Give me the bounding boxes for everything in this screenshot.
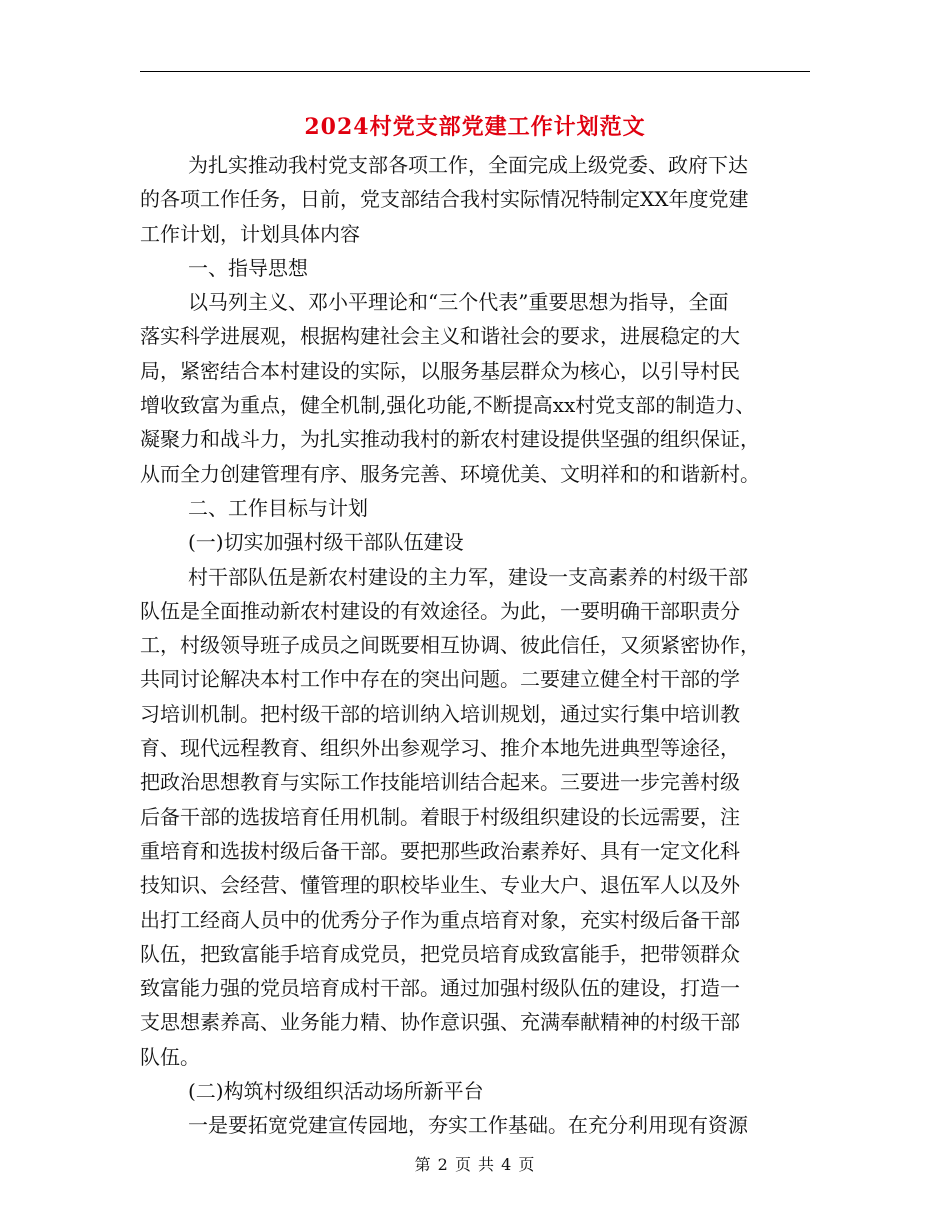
paragraph-line: 凝聚力和战斗力，为扎实推动我村的新农村建设提供坚强的组织保证， [140,427,760,452]
paragraph-first-line: 为扎实推动我村党支部各项工作，全面完成上级党委、政府下达 [188,153,748,177]
paragraph-line: 队伍。 [140,1044,200,1069]
paragraph-first-line: (一)切实加强村级干部队伍建设 [188,530,464,555]
paragraph-first-line: (二)构筑村级组织活动场所新平台 [188,1079,484,1104]
paragraph-line: 队伍是全面推动新农村建设的有效途径。为此，一要明确干部职责分 [140,598,740,623]
paragraph-first-line: 一是要拓宽党建宣传园地，夯实工作基础。在充分利用现有资源 [188,1113,748,1138]
paragraph-line: 从而全力创建管理有序、服务完善、环境优美、文明祥和的和谐新村。 [140,461,760,486]
paragraph-line: 落实科学进展观，根据构建社会主义和谐社会的要求，进展稳定的大 [140,324,740,349]
paragraph-line: 增收致富为重点，健全机制,强化功能,不断提高xx村党支部的制造力、 [140,393,756,418]
paragraph-line: 出打工经商人员中的优秀分子作为重点培育对象，充实村级后备干部 [140,907,740,932]
paragraph-line: 技知识、会经营、懂管理的职校毕业生、专业大户、退伍军人以及外 [140,873,740,898]
paragraph-first-line: 以马列主义、邓小平理论和“三个代表”重要思想为指导，全面 [188,290,729,315]
document-title: 2024村党支部党建工作计划范文 [304,114,646,140]
page-number-footer: 第 2 页 共 4 页 [414,1155,536,1174]
paragraph-line: 工作计划，计划具体内容 [140,221,360,246]
paragraph-line: 局，紧密结合本村建设的实际，以服务基层群众为核心，以引导村民 [140,358,740,383]
paragraph-line: 工，村级领导班子成员之间既要相互协调、彼此信任，又须紧密协作， [140,633,760,658]
paragraph-line: 支思想素养高、业务能力精、协作意识强、充满奉献精神的村级干部 [140,1010,740,1035]
paragraph-line: 共同讨论解决本村工作中存在的突出问题。二要建立健全村干部的学 [140,667,740,692]
paragraph-first-line: 村干部队伍是新农村建设的主力军，建设一支高素养的村级干部 [188,564,748,589]
paragraph-line: 重培育和选拔村级后备干部。要把那些政治素养好、具有一定文化科 [140,838,740,863]
paragraph-line: 致富能力强的党员培育成村干部。通过加强村级队伍的建设，打造一 [140,976,740,1001]
paragraph-line: 育、现代远程教育、组织外出参观学习、推介本地先进典型等途径， [140,736,740,761]
paragraph-first-line: 二、工作目标与计划 [188,495,368,520]
paragraph-first-line: 一、指导思想 [188,255,308,280]
paragraph-line: 把政治思想教育与实际工作技能培训结合起来。三要进一步完善村级 [140,770,740,795]
paragraph-line: 队伍，把致富能手培育成党员，把党员培育成致富能手，把带领群众 [140,941,740,966]
paragraph-line: 的各项工作任务，日前，党支部结合我村实际情况特制定XX年度党建 [140,187,749,212]
paragraph-line: 习培训机制。把村级干部的培训纳入培训规划，通过实行集中培训教 [140,701,740,726]
paragraph-line: 后备干部的选拔培育任用机制。着眼于村级组织建设的长远需要，注 [140,804,740,829]
header-rule [140,71,810,72]
document-body [140,148,810,1143]
